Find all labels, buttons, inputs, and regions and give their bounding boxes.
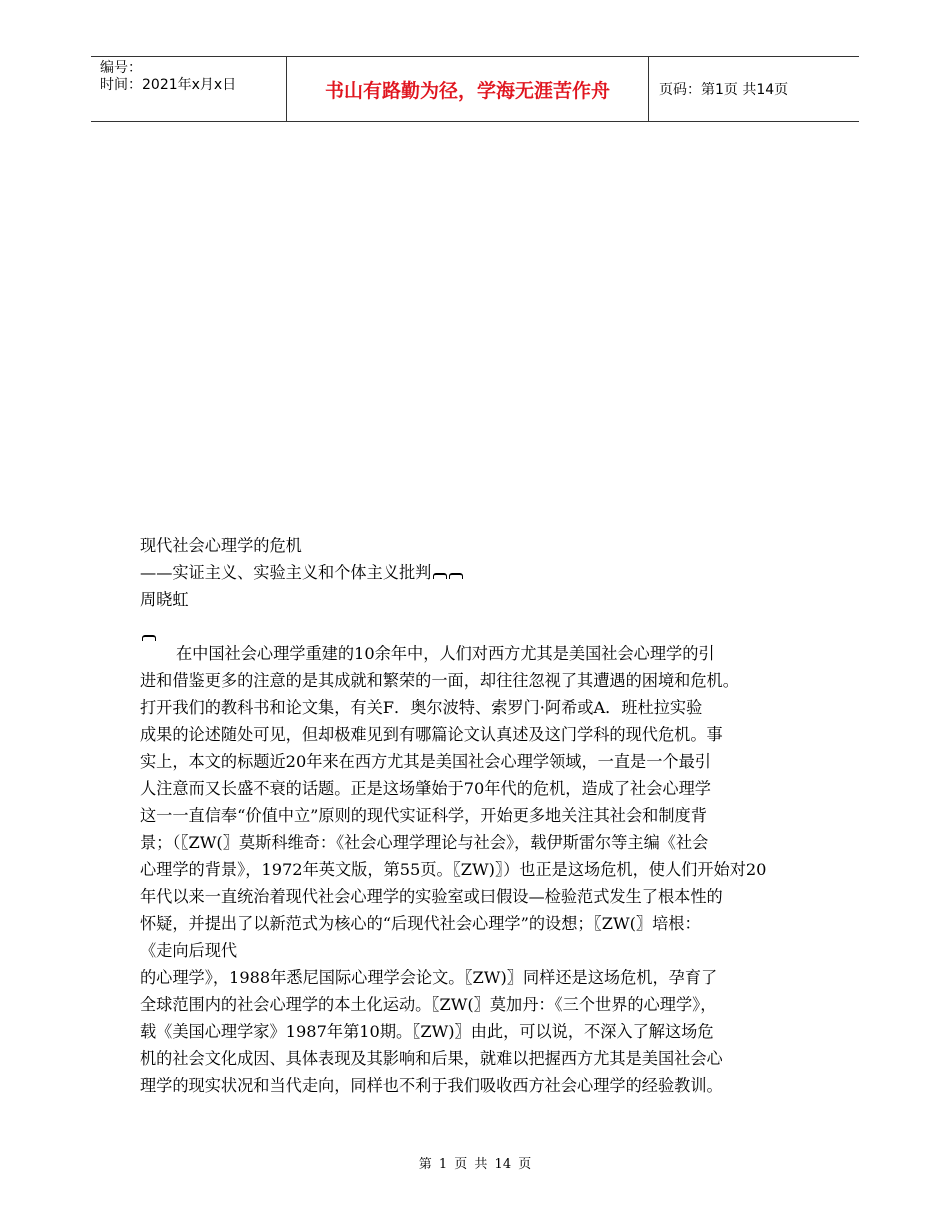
header-page-info: 页码：第1页 共14页	[659, 82, 789, 98]
header-divider	[648, 57, 649, 122]
paragraph-line: 人注意而又长盛不衰的话题。正是这场肇始于70年代的危机，造成了社会心理学	[140, 779, 711, 798]
footnote-marker-icon	[449, 573, 463, 579]
article-subtitle	[140, 559, 820, 586]
paragraph-line: 机的社会文化成因、具体表现及其影响和后果，就难以把握西方尤其是美国社会心	[140, 1049, 723, 1068]
header-motto: 书山有路勤为径，学海无涯苦作舟	[324, 80, 610, 102]
document-number-label: 编号：	[100, 60, 142, 76]
paragraph-line: 景；（〖ZW(〗莫斯科维奇：《社会心理学理论与社会》，载伊斯雷尔等主编《社会	[140, 833, 709, 852]
paragraph-line: 《走向后现代	[140, 941, 238, 960]
paragraph-line: 实上，本文的标题近20年来在西方尤其是美国社会心理学领域，一直是一个最引	[140, 752, 711, 771]
paragraph-marker	[140, 613, 820, 640]
paragraph-line: 这一一直信奉“价值中立”原则的现代实证科学，开始更多地关注其社会和制度背	[140, 806, 707, 825]
paragraph-line: 在中国社会心理学重建的10余年中，人们对西方尤其是美国社会心理学的引	[176, 644, 715, 663]
paragraph-line: 怀疑，并提出了以新范式为核心的“后现代社会心理学”的设想；〖ZW(〗培根：	[140, 914, 701, 933]
paragraph-line: 进和借鉴更多的注意的是其成就和繁荣的一面，却往往忽视了其遭遇的困境和危机。	[140, 671, 739, 690]
footnote-marker-icon	[433, 573, 447, 579]
paragraph-line: 成果的论述随处可见，但却极难见到有哪篇论文认真述及这门学科的现代危机。事	[140, 725, 723, 744]
paragraph-line: 理学的现实状况和当代走向，同样也不利于我们吸收西方社会心理学的经验教训。	[140, 1076, 723, 1095]
document-date: 时间：2021年x月x日	[100, 77, 237, 93]
article-title: 现代社会心理学的危机	[140, 536, 302, 555]
header-meta	[100, 60, 290, 94]
article-author: 周晓虹	[140, 590, 189, 609]
paragraph-line: 载《美国心理学家》1987年第10期。〖ZW)〗由此，可以说，不深入了解这场危	[140, 1022, 714, 1041]
article-subtitle-text: ——实证主义、实验主义和个体主义批判	[140, 563, 432, 582]
paragraph-line: 心理学的背景》，1972年英文版，第55页。〖ZW)〗）也正是这场危机，使人们开始对20	[140, 860, 767, 879]
paragraph-line: 打开我们的教科书和论文集，有关F．奥尔波特、索罗门·阿希或A．班杜拉实验	[140, 698, 703, 717]
paragraph-line: 的心理学》，1988年悉尼国际心理学会论文。〖ZW)〗同样还是这场危机，孕育了	[140, 968, 718, 987]
page-footer: 第 1 页 共 14 页	[418, 1157, 532, 1172]
paragraph-line: 全球范围内的社会心理学的本土化运动。〖ZW(〗莫加丹：《三个世界的心理学》，	[140, 995, 717, 1014]
paragraph-line: 年代以来一直统治着现代社会心理学的实验室或曰假设—检验范式发生了根本性的	[140, 887, 723, 906]
footnote-marker-icon	[142, 635, 156, 641]
article-body	[140, 532, 820, 1099]
document-header	[91, 56, 859, 122]
